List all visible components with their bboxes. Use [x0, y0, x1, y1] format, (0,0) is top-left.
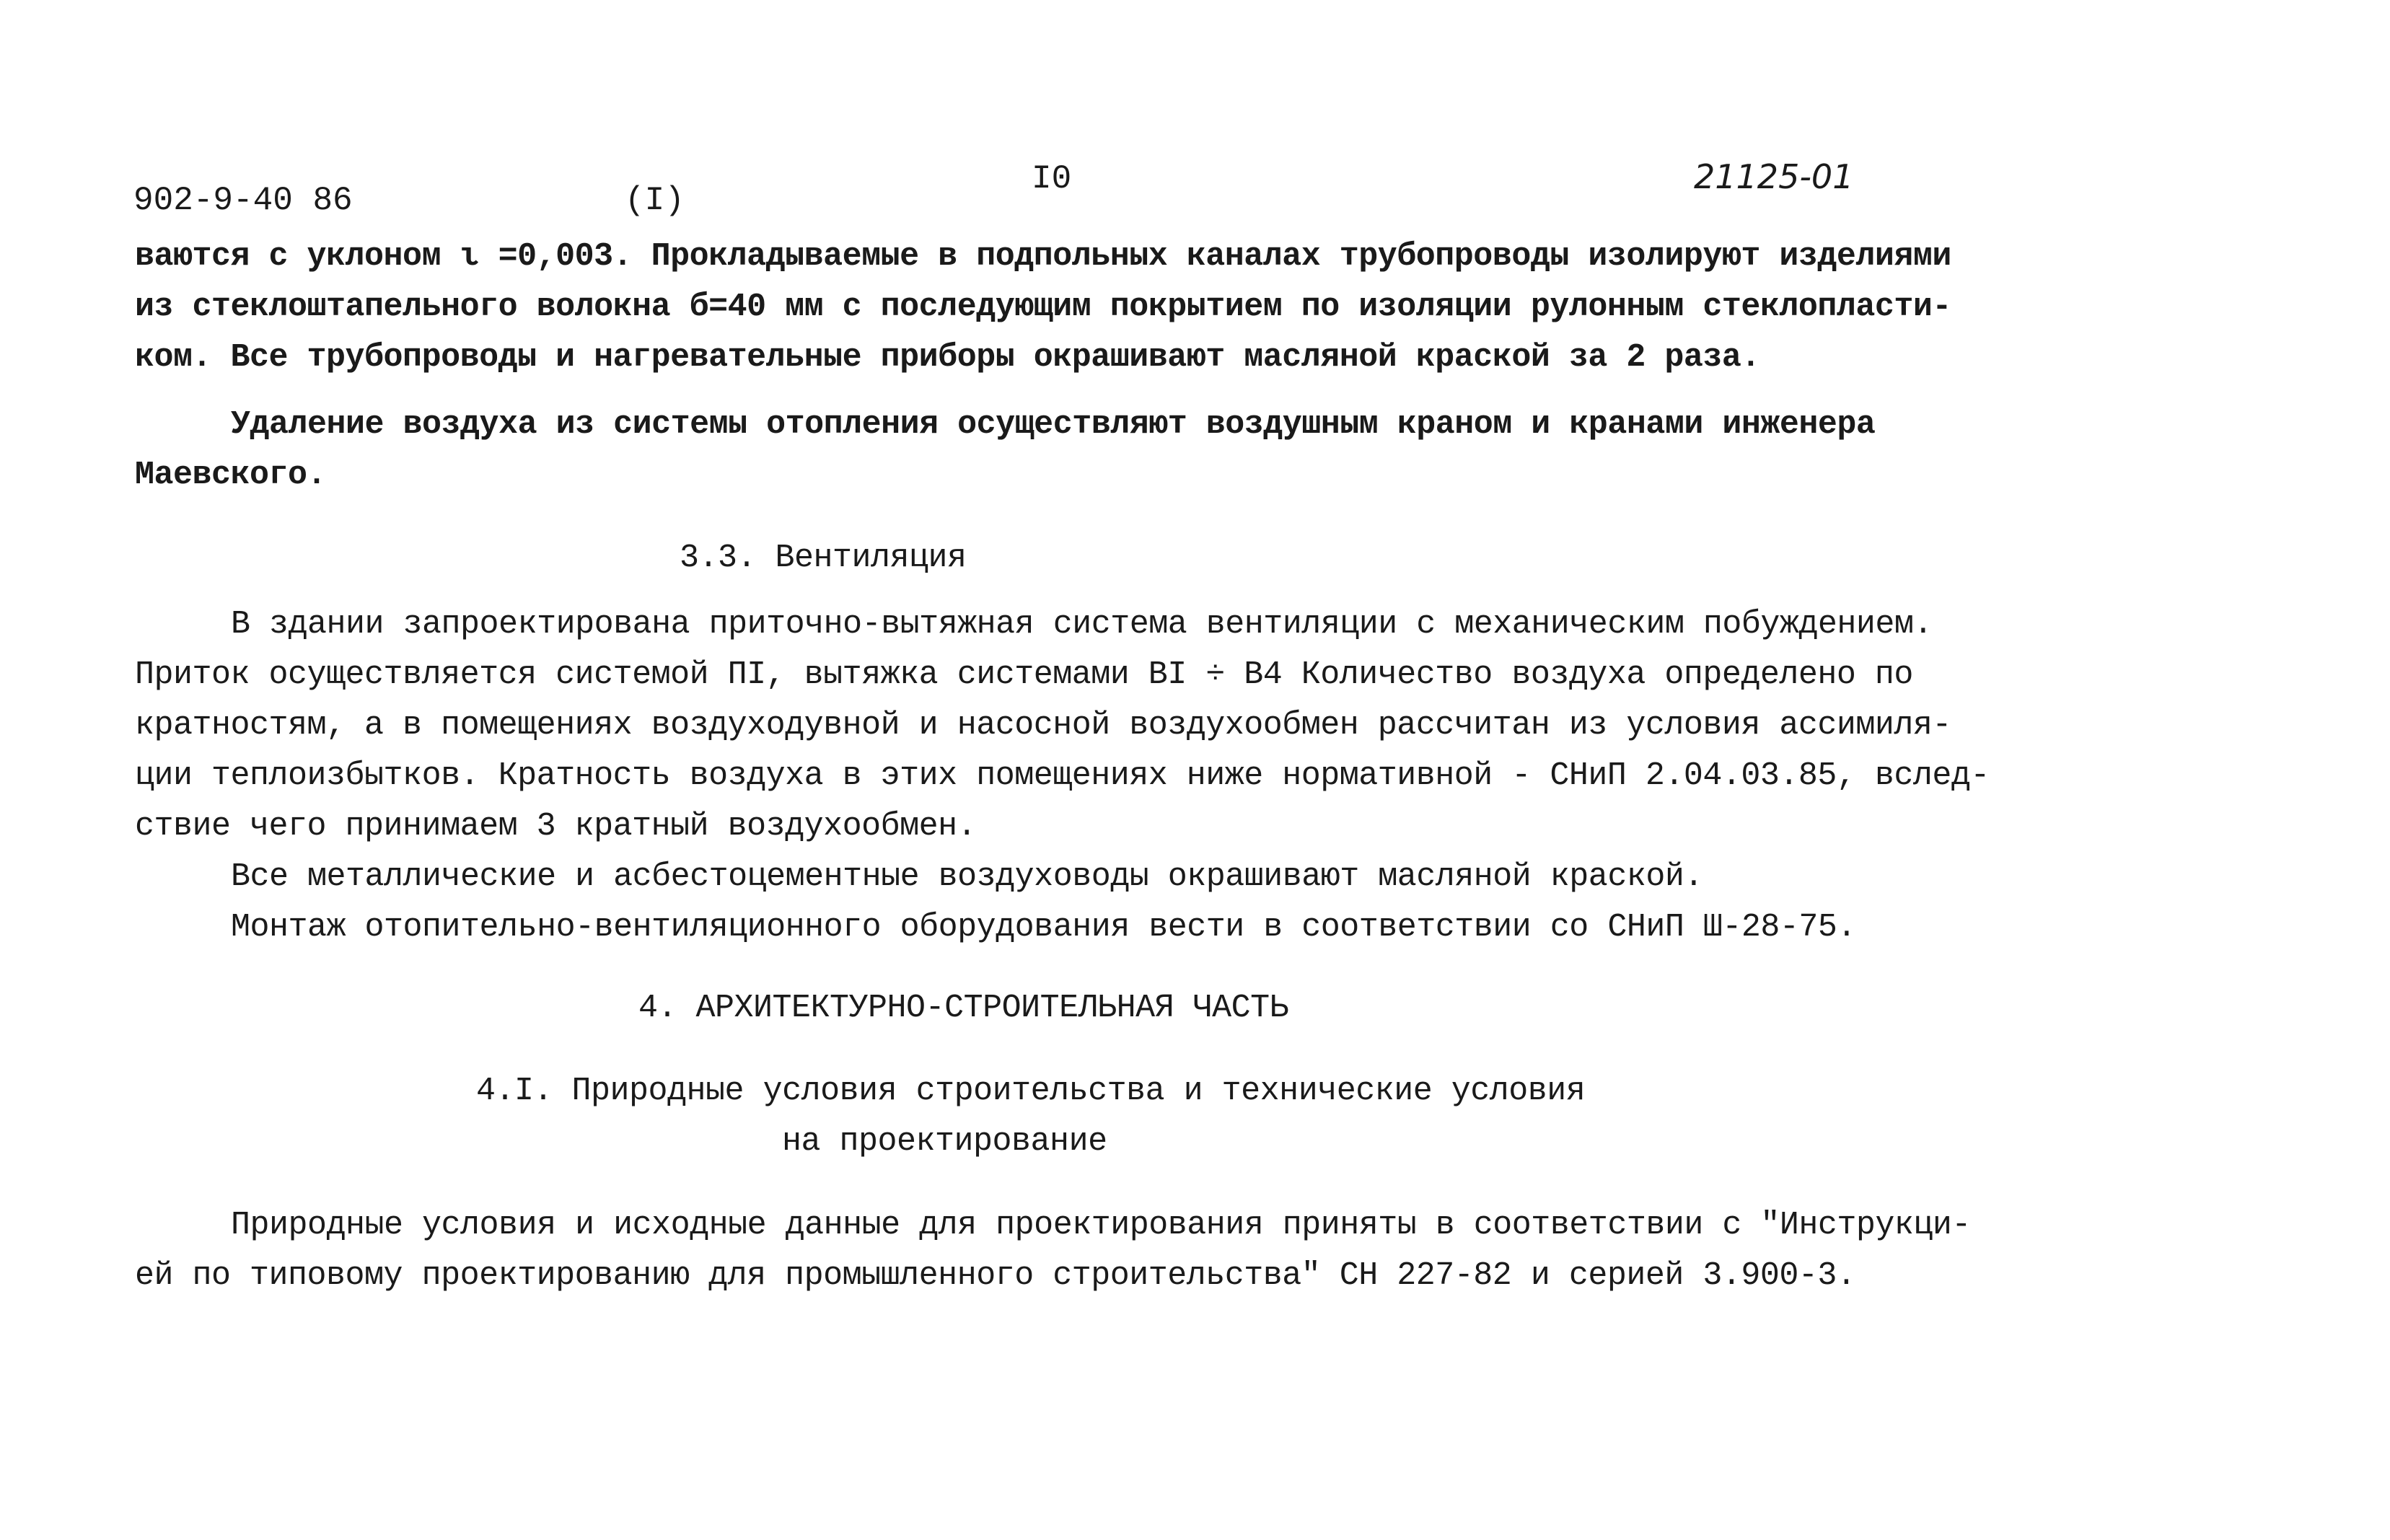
section-heading: 4. АРХИТЕКТУРНО-СТРОИТЕЛЬНАЯ ЧАСТЬ	[638, 990, 1289, 1026]
paragraph-line: В здании запроектирована приточно-вытяжная система вентиляции с механическим побуждением.	[231, 606, 1933, 643]
paragraph-line: ком. Все трубопроводы и нагревательные приборы окрашивают масляной краской за 2 раза.	[135, 339, 1760, 376]
paragraph-line: Удаление воздуха из системы отопления осуществляют воздушным краном и кранами инженера	[231, 406, 1876, 443]
paragraph-line: Монтаж отопительно-вентиляционного оборудования вести в соответствии со СНиП Ш-28-75.	[231, 909, 1856, 946]
paragraph-line: Все металлические и асбестоцементные воздуховоды окрашивают масляной краской.	[231, 858, 1703, 895]
paragraph-line: Природные условия и исходные данные для проектирования приняты в соответствии с "Инструкци-	[231, 1207, 1971, 1244]
sheet-code: 21125-01	[1694, 157, 1854, 196]
subsection-heading: на проектирование	[782, 1123, 1107, 1160]
paragraph-line: ции теплоизбытков. Кратность воздуха в этих помещениях ниже нормативной - СНиП 2.04.03.85, вслед-	[135, 757, 1990, 794]
page-number: I0	[1032, 160, 1072, 198]
paragraph-line: из стеклоштапельного волокна б=40 мм с последующим покрытием по изоляции рулонным стеклопласти-	[135, 289, 1951, 325]
paragraph-line: Приток осуществляется системой ПI, вытяжка системами BI ÷ B4 Количество воздуха определено по	[135, 656, 1913, 693]
paragraph-line: Маевского.	[135, 457, 327, 493]
paragraph-line: ваются с уклоном ι =0,003. Прокладываемые в подпольных каналах трубопроводы изолируют изделиями	[135, 238, 1951, 275]
paragraph-line: кратностям, а в помещениях воздуходувной и насосной воздухообмен рассчитан из условия ассимиля-	[135, 707, 1951, 744]
subsection-heading: 4.I. Природные условия строительства и технические условия	[476, 1073, 1586, 1109]
volume-number: (I)	[625, 182, 685, 219]
paragraph-line: ей по типовому проектированию для промышленного строительства" СН 227-82 и серией 3.900-3.	[135, 1257, 1856, 1294]
section-heading: 3.3. Вентиляция	[680, 540, 967, 576]
paragraph-line: ствие чего принимаем 3 кратный воздухообмен.	[135, 808, 977, 845]
document-code: 902-9-40 86	[133, 182, 353, 219]
